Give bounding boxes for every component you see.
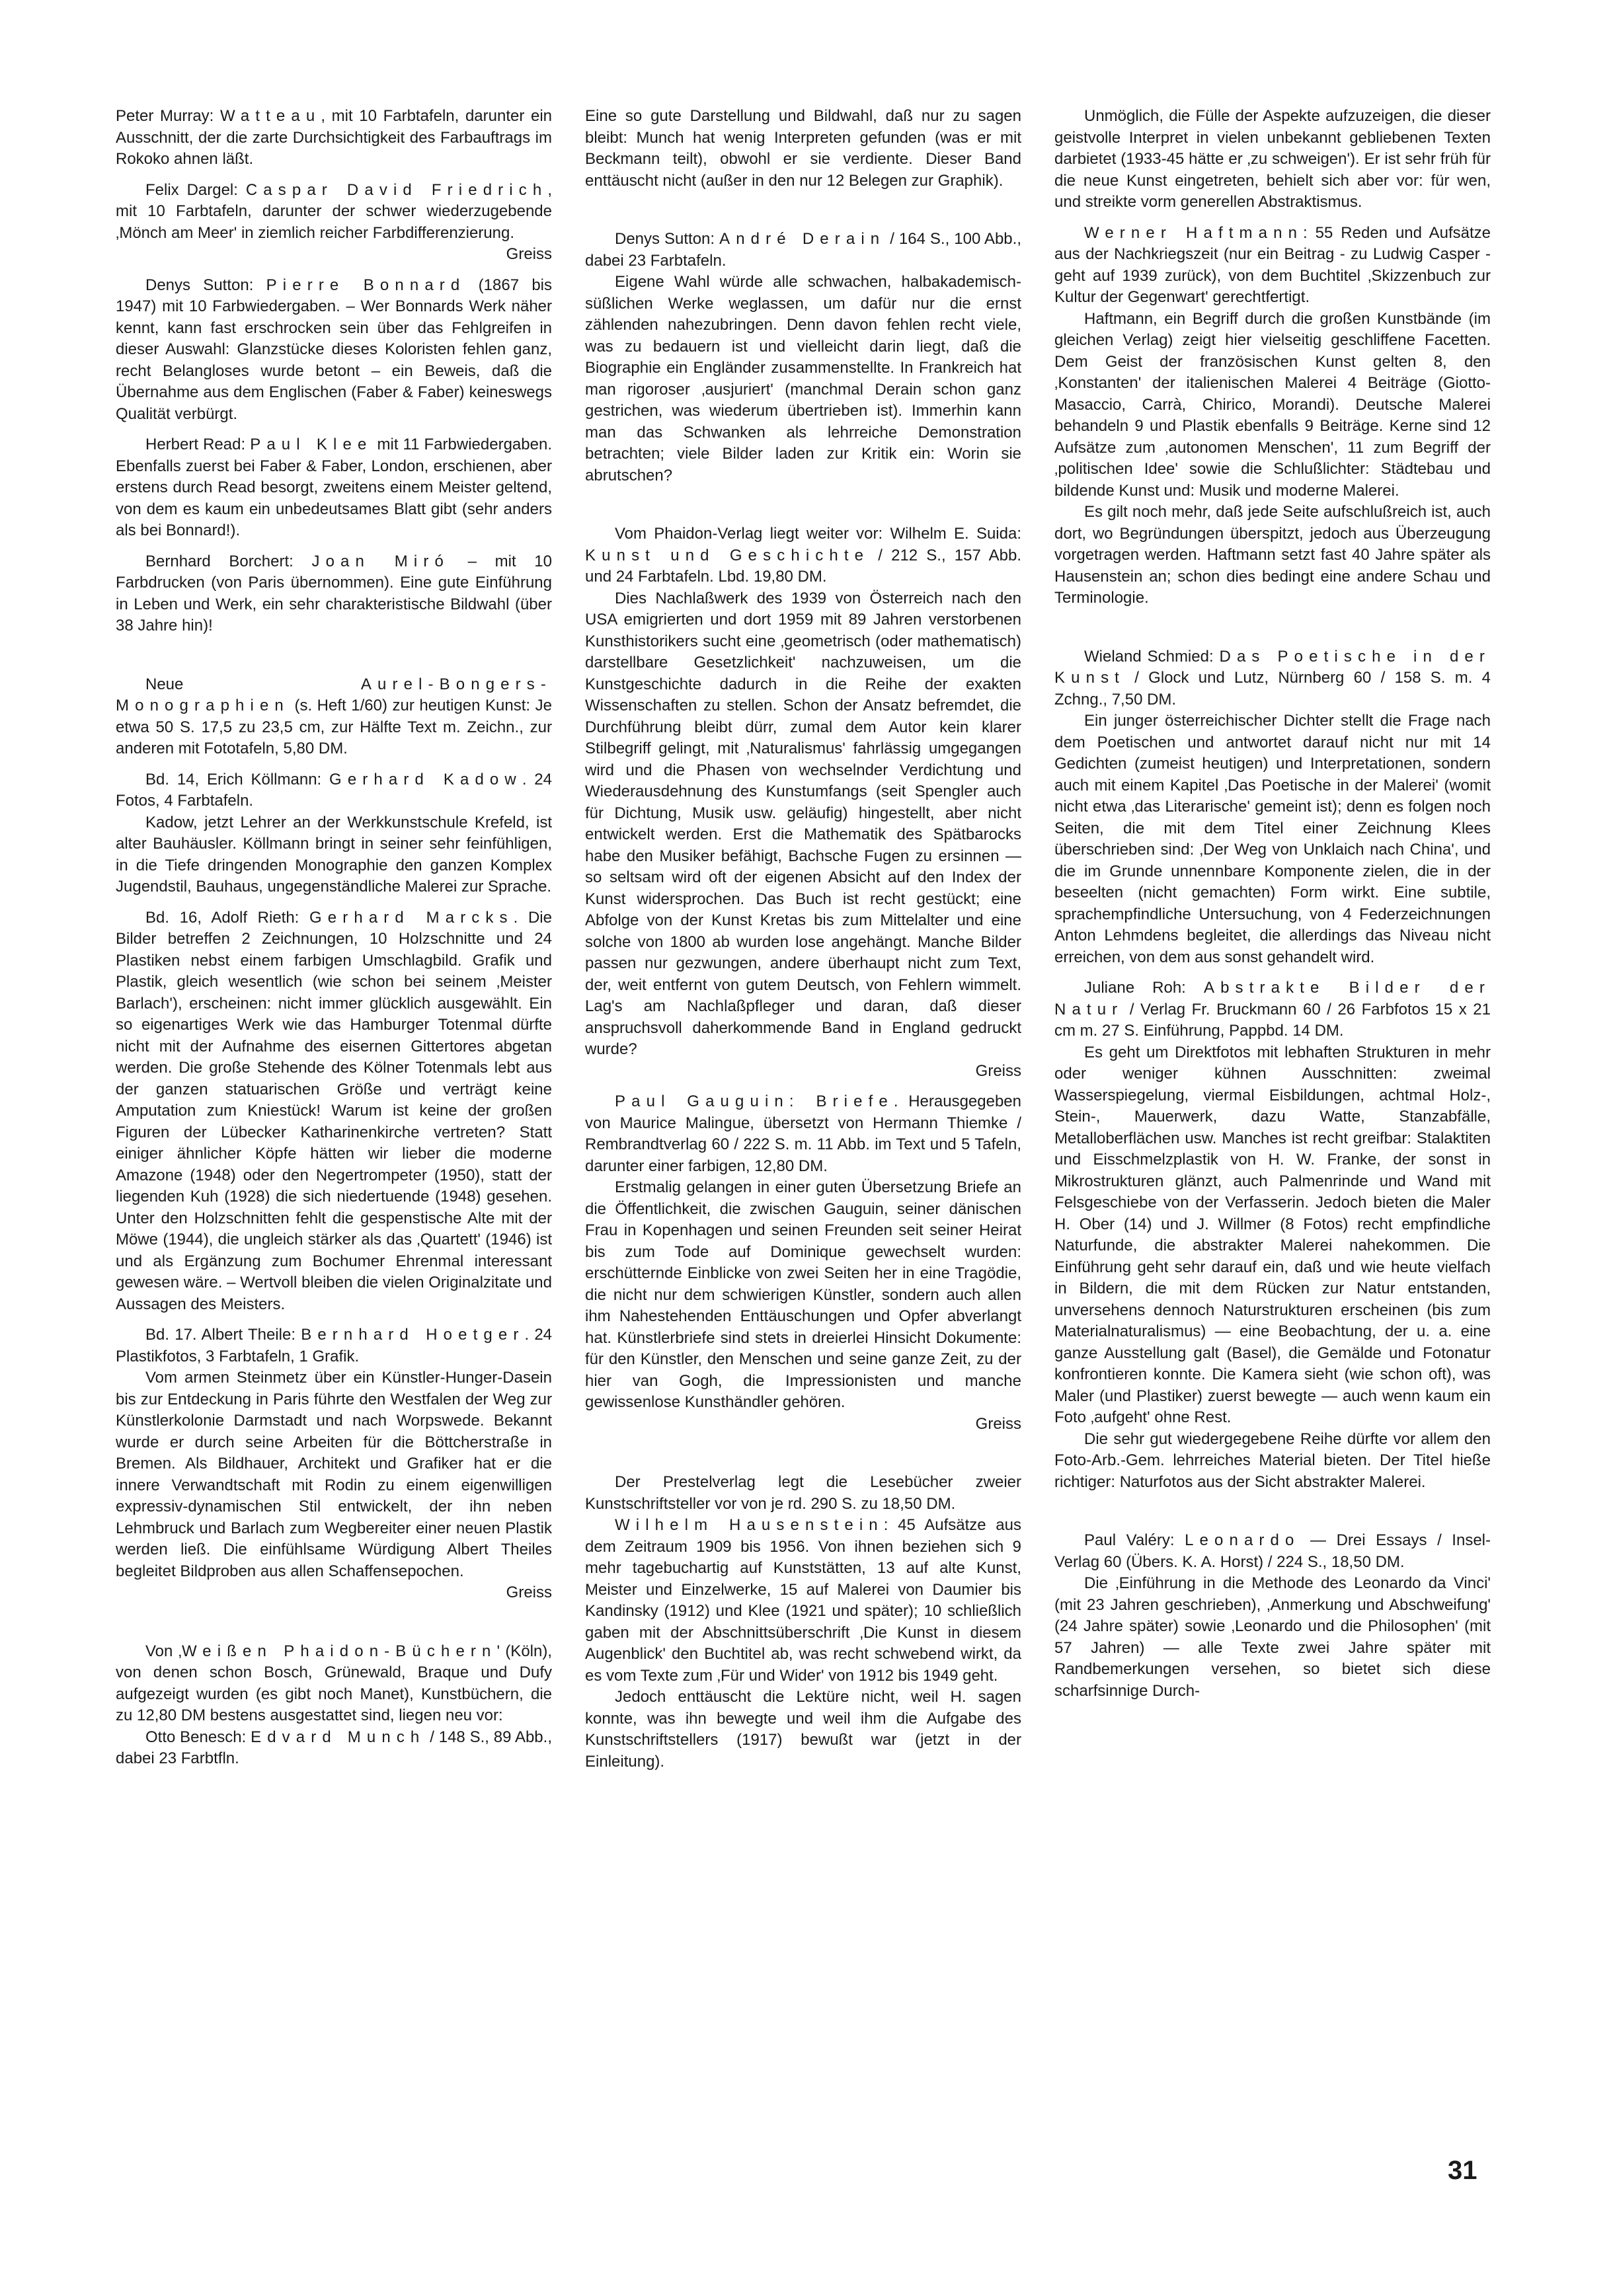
review-paragraph (585, 1091, 1021, 1177)
paragraph-text: Unmöglich, die Fülle der Aspekte aufzuzeigen, die dieser geistvolle Interpret in vielen unbekannt gebliebenen Texten darbietet (1933-45 hätte er ‚zu schweigen'). Er ist sehr früh für die neue Kunst eingetreten, behielt sich aber vor: für wen, und streikte vorm generellen Abstraktismus. (1054, 107, 1491, 211)
review-paragraph (1054, 309, 1491, 502)
paragraph-text: Denys Sutton: (615, 230, 720, 248)
paragraph-text: , mit 10 Farbtafeln, darunter der schwer wiederzugebende ‚Mönch am Meer' in ziemlich reicher Farbdifferenzierung. (116, 180, 552, 242)
paragraph-text: / Glock und Lutz, Nürnberg 60 / 158 S. m. 4 Zchng., 7,50 DM. (1054, 669, 1491, 708)
review-paragraph (1054, 223, 1491, 309)
paragraph-text: Peter Murray: (116, 107, 220, 125)
paragraph-text: . 24 Fotos, 4 Farbtafeln. (116, 770, 552, 810)
page-number: 31 (1448, 2156, 1477, 2185)
text-column-left (116, 106, 552, 1770)
paragraph-text: Erstmalig gelangen in einer guten Übersetzung Briefe an die Öffentlichkeit, die zwischen Gauguin, seiner dänischen Frau in Kopenhagen und seinen Freunden seit seiner Heirat bis zum Tode auf Dominique gewechselt wurden: erschütternde Einblicke von zwei Seiten her in eine Tragödie, die nicht nur dem schwierigen Künstler, sondern auch allen ihm Nahestehenden Enttäuschungen und Opfer abverlangt hat. Künstlerbriefe sind stets in dreierlei Hinsicht Dokumente: für den Künstler, den Menschen und seine ganze Zeit, zu der hier van Gogh, die Impressionisten und manche gewissenlose Kunsthändler gehören. (585, 1178, 1021, 1411)
paragraph-text: Herbert Read: (145, 436, 251, 453)
review-paragraph (116, 674, 552, 760)
review-paragraph (116, 551, 552, 637)
review-paragraph (1054, 1573, 1491, 1702)
paragraph-text: . Herausgegeben von Maurice Malingue, übersetzt von Hermann Thiemke / Rembrandtverlag 60 / 222 S. m. 11 Abb. im Text und 5 Tafeln, darunter einer farbigen, 12,80 DM. (585, 1092, 1022, 1175)
reviewer-signature: Greiss (975, 1414, 1021, 1433)
review-paragraph (1054, 106, 1491, 213)
paragraph-text: / Verlag Fr. Bruckmann 60 / 26 Farbfotos 15 x 21 cm m. 27 S. Einführung, Pappbd. 14 DM. (1054, 1000, 1491, 1040)
review-paragraph (585, 1515, 1021, 1687)
review-paragraph (1054, 502, 1491, 609)
paragraph-text: Wieland Schmied: (1084, 647, 1220, 666)
paragraph-text: Ein junger österreichischer Dichter stellt die Frage nach dem Poetischen und antwortet darauf nicht nur mit 14 Gedichten (zumeist heutigen) und Interpretationen, sondern auch mit einem Kapitel ‚Das Poetische in der Malerei' (womit nicht etwa ‚das Literarische' gemeint ist); denn es folgen noch Seiten, die mit dem Titel einer Zeichnung Klees überschrieben sind: ‚Der Weg von Unklaich nach China', und die im Grunde unnennbare Komponente zielen, die in der beseelten (nicht gemachten) Form wirkt. Eine subtile, sprachempfindliche Untersuchung, von 4 Federzeichnungen Anton Lehmdens begleitet, die allerdings das Niveau nicht erreichen, von dem aus sonst gehandelt wird. (1054, 712, 1491, 966)
review-paragraph (116, 106, 552, 171)
paragraph-text: Es gilt noch mehr, daß jede Seite aufschlußreich ist, auch dort, wo Begründungen überspitzt, jedoch aus Überzeugung vorgetragen werden. Haftmann setzt fast 40 Jahre später als Hausenstein an; schon dies bedingt eine andere Schau und Terminologie. (1054, 503, 1491, 607)
paragraph-text: Von ‚ (145, 1642, 182, 1660)
spaced-title: Aurel-Bongers-Monographien (116, 675, 552, 714)
paragraph-text: / 212 S., 157 Abb. und 24 Farbtafeln. Lbd. 19,80 DM. (585, 546, 1021, 586)
review-paragraph (585, 1177, 1021, 1414)
paragraph-text: Bd. 16, Adolf Rieth: (145, 908, 309, 927)
paragraph-text: — Drei Essays / Insel-Verlag 60 (Übers. K. A. Horst) / 224 S., 18,50 DM. (1054, 1531, 1491, 1571)
review-paragraph (116, 180, 552, 245)
paragraph-text: Vom armen Steinmetz über ein Künstler-Hunger-Dasein bis zur Entdeckung in Paris führte den Westfalen der Weg zur Künstlerkolonie Darmstadt und nach Worpswede. Bekannt wurde er durch seine Arbeiten für die Böttcherstraße in Bremen. Als Bildhauer, Architekt und Grafiker hat er die innere Verwandtschaft mit Rodin zu einem eigenwilligen expressiv-dynamischen Stil entwickelt, der ihn neben Lehmbruck und Barlach zum Wegbereiter einer neuen Plastik werden ließ. Die einfühlsame Würdigung Albert Theiles begleitet Bildproben aus allen Schaffensepochen. (116, 1369, 552, 1580)
paragraph-text: Bd. 14, Erich Köllmann: (145, 770, 330, 788)
paragraph-text: (s. Heft 1/60) zur heutigen Kunst: Je etwa 50 S. 17,5 zu 23,5 cm, zur Hälfte Text m. Zeichn., zur anderen mit Fototafeln, 5,80 DM. (116, 697, 552, 757)
spaced-title: Werner Haftmann (1084, 223, 1304, 242)
paragraph-text: Juliane Roh: (1084, 979, 1204, 997)
spaced-title: Bernhard Hoetger (301, 1326, 525, 1344)
paragraph-text: . Die Bilder betreffen 2 Zeichnungen, 10 Holzschnitte und 24 Plastiken nebst einem farbigen Umschlagbild. Grafik und Plastik, gleich wesentlich (wie schon bei seinem ‚Meister Barlach'), erscheinen: nicht immer glücklich ausgewählt. Ein so eigenartiges Werk wie das Hamburger Totenmal dürfte nicht mit der Aufnahme des eisernen Gittertores abgetan werden. Die große Stehende des Kölner Totenmals lebt aus der ganzen statuarischen Größe und verträgt keine Amputation zum Kniestück! Warum ist keine der großen Figuren der Lübecker Katharinenkirche vertreten? Statt einiger ähnlicher Köpfe hätten wir lieber die moderne Amazone (1948) oder den Negertrompeter (1950), statt der liegenden Kuh (1928) die sich niedertuende (1948) gesehen. Unter den Holzschnitten fehlt die gespenstische Alte mit der Möwe (1944), die ungleich stärker als das ‚Quartett' (1946) ist und als Ergänzung zum Bochumer Ehrenmal interessant gewesen wäre. – Wertvoll bleiben die vielen Originalzitate und Aussagen des Meisters. (116, 908, 552, 1313)
review-paragraph (585, 106, 1021, 192)
paragraph-text: Bernhard Borchert: (145, 552, 312, 570)
review-paragraph (116, 812, 552, 898)
reviewer-signature: Greiss (975, 1061, 1021, 1080)
spaced-title: Paul Klee (250, 436, 373, 453)
paragraph-text: Vom Phaidon-Verlag liegt weiter vor: Wilhelm E. Suida: (615, 525, 1021, 543)
review-paragraph (116, 769, 552, 812)
review-paragraph (1054, 710, 1491, 968)
text-column-middle (585, 106, 1021, 1773)
paragraph-text: : 55 Reden und Aufsätze aus der Nachkriegszeit (nur ein Beitrag - zu Ludwig Casper - geht auf 1939 zurück), von dem Buchtitel ‚Skizzenbuch zur Kultur der Gegenwart' gerechtfertigt. (1054, 223, 1491, 306)
paragraph-text: Neue (145, 675, 361, 693)
review-paragraph (585, 523, 1021, 588)
review-paragraph (1054, 1042, 1491, 1429)
spaced-title: Paul Gauguin: Briefe (615, 1092, 894, 1110)
review-paragraph (116, 1367, 552, 1582)
paragraph-text: Der Prestelverlag legt die Lesebücher zweier Kunstschriftsteller vor von je rd. 290 S. zu 18,50 DM. (585, 1473, 1021, 1513)
review-paragraph (116, 1324, 552, 1367)
review-paragraph (585, 229, 1021, 272)
review-paragraph (585, 272, 1021, 486)
spaced-title: Joan Miró (311, 552, 450, 570)
paragraph-text: Felix Dargel: (145, 180, 246, 199)
review-paragraph (116, 907, 552, 1316)
review-paragraph (1054, 646, 1491, 711)
reviewer-signature: Greiss (506, 245, 552, 263)
spaced-title: Gerhard Marcks (309, 908, 514, 927)
spaced-title: Weißen Phaidon-Büchern (181, 1642, 497, 1660)
review-paragraph (585, 588, 1021, 1061)
spaced-title: Wilhelm Hausenstein (615, 1516, 884, 1534)
paragraph-text: Otto Benesch: (145, 1728, 251, 1746)
spaced-title: Watteau (219, 107, 321, 125)
review-paragraph (116, 275, 552, 426)
review-paragraph (585, 1472, 1021, 1515)
review-paragraph (1054, 977, 1491, 1042)
review-paragraph (585, 1687, 1021, 1773)
paragraph-text: / 164 S., 100 Abb., dabei 23 Farbtafeln. (585, 230, 1021, 270)
paragraph-text: Die ‚Einführung in die Methode des Leonardo da Vinci' (mit 23 Jahren geschrieben), ‚Anmerkung und Abschweifung' (24 Jahre später) sowie ‚Leonardo und die Philosophen' (mit 57 Jahren) — alle Texte zwei Jahre später mit Randbemerkungen versehen, so bietet sich diese scharfsinnige Durch- (1054, 1574, 1491, 1700)
spaced-title: Kunst und Geschichte (585, 546, 870, 564)
paragraph-text: mit 11 Farbwiedergaben. Ebenfalls zuerst bei Faber & Faber, London, erschienen, aber erstens durch Read besorgt, zweitens einem Meister geltend, von dem es kaum ein unbedeutsames Blatt gibt (sehr anders als bei Bonnard!). (116, 436, 552, 539)
paragraph-text: ' (Köln), von denen schon Bosch, Grünewald, Braque und Dufy aufgezeigt wurden (es gibt noch Manet), Kunstbüchern, die zu 12,80 DM bestens ausgestattet sind, liegen neu vor: (116, 1642, 552, 1724)
review-paragraph (1054, 1530, 1491, 1573)
review-paragraph (116, 1641, 552, 1727)
spaced-title: Caspar David Friedrich (245, 180, 548, 199)
review-paragraph (116, 1727, 552, 1770)
spaced-title: Gerhard Kadow (329, 770, 522, 788)
reviewer-signature: Greiss (506, 1584, 552, 1601)
spaced-title: Leonardo (1185, 1531, 1300, 1549)
paragraph-text: Es geht um Direktfotos mit lebhaften Strukturen in mehr oder weniger kühnen Ausschnitten: zweimal Wasserspiegelung, viermal Eisbildungen, achtmal Holz-, Stein-, Mauerwerk, dazu Watte, Stanzabfälle, Metalloberflächen usw. Manches ist recht greifbar: Stalaktiten und Eisschmelzplastik von H. W. Franke, der sonst in Mikrostrukturen glänzt, auch Palmenrinde und Wand mit Felsgeschiebe von der Verfasserin. Jedoch bieten die Maler H. Ober (14) und J. Willmer (8 Fotos) recht empfindliche Naturfunde, die abstrakter Malerei nahekommen. Die Einführung geht sehr darauf ein, daß und wie heute vielfach in Bildern, die mit dem Rücken zur Natur entstanden, unversehens dennoch Naturstrukturen erscheinen (bis zum Materialnaturalismus) — eine Beobachtung, der u. a. eine ganze Ausstellung galt (Basel), die Gemälde und Fotonatur konfrontieren konnte. Die Kamera sieht (wie schon oft), was Maler (und Plastiker) zuerst bewegte — auch wenn kaum ein Foto ‚aufgeht' ohne Rest. (1054, 1043, 1491, 1426)
paragraph-text: Kadow, jetzt Lehrer an der Werkkunstschule Krefeld, ist alter Bauhäusler. Köllmann bringt in seiner sehr feinfühligen, in die Tiefe dringenden Monographie den ganzen Komplex Jugendstil, Bauhaus, ungegenständliche Malerei zur Sprache. (116, 813, 552, 896)
paragraph-text: / 148 S., 89 Abb., dabei 23 Farbtfln. (116, 1728, 552, 1767)
paragraph-text: Denys Sutton: (145, 276, 266, 294)
paragraph-text: – mit 10 Farbdrucken (von Paris übernommen). Eine gute Einführung in Leben und Werk, ein sehr charakteristische Bildwahl (über 38 Jahre hin)! (116, 552, 552, 634)
paragraph-text: Jedoch enttäuscht die Lektüre nicht, weil H. sagen konnte, was ihn bewegte und weil ihm die Aufgabe des Kunstschriftstellers (1917) bewußt war (jetzt in der Einleitung). (585, 1688, 1021, 1771)
spaced-title: Das Poetische in der Kunst (1054, 647, 1491, 687)
paragraph-text: Eine so gute Darstellung und Bildwahl, daß nur zu sagen bleibt: Munch hat wenig Interpreten gefunden (was er mit Beckmann teilt), obwohl er sie verdiente. Dieser Band enttäuscht nicht (außer in den nur 12 Belegen zur Graphik). (585, 107, 1021, 190)
paragraph-text: Die sehr gut wiedergegebene Reihe dürfte vor allem den Foto-Arb.-Gem. lehrreiches Material bieten. Der Titel hieße richtiger: Naturfotos aus der Sicht abstrakter Malerei. (1054, 1430, 1491, 1491)
paragraph-text: . 24 Plastikfotos, 3 Farbtafeln, 1 Grafik. (116, 1326, 553, 1365)
review-paragraph (1054, 1429, 1491, 1494)
paragraph-text: , mit 10 Farbtafeln, darunter ein Ausschnitt, der die zarte Durchsichtigkeit des Farbauftrags im Rokoko ahnen läßt. (116, 107, 553, 168)
paragraph-text: Dies Nachlaßwerk des 1939 von Österreich nach den USA emigrierten und dort 1959 mit 89 Jahren verstorbenen Kunsthistorikers sucht eine ‚geometrisch (oder mathematisch) darstellbare Gesetzlichkeit' nachzuweisen, um die Kunstgeschichte dadurch in die Reihe der exakten Wissenschaften zu stellen. Schon der Ansatz befremdet, die Durchführung bleibt dürr, zumal dem Autor kein klarer Stilbegriff gelingt, mit ‚Naturalismus' fahrlässig umgegangen wird und die Phasen von wechselnder Verdichtung und Wiederausdehnung des Kunstumfangs (seit Spengler auch für Dichtung, Musik usw. geläufig) hingestellt, aber nicht entwickelt werden. Erst die Mathematik des Spätbarocks habe den Musiker befähigt, Bachsche Fugen zu ersinnen — so seltsam wird oft der eigenen Absicht auf den Index der Kunst widersprochen. Das Buch ist recht gestückt; eine Abfolge von der Kunst Kretas bis zum Mittelalter und eine solche von 1800 ab wurden lose angehängt. Manche Bilder passen nur gezwungen, andere überhaupt nicht zum Text, der, weit entfernt von gutem Deutsch, von Fehlern wimmelt. Lag's am Nachlaßpfleger und daran, daß dieser anspruchsvoll daherkommende Band in England gedruckt wurde? (585, 589, 1021, 1058)
paragraph-text: Bd. 17. Albert Theile: (145, 1326, 301, 1344)
spaced-title: André Derain (719, 230, 886, 248)
spaced-title: Pierre Bonnard (266, 276, 466, 294)
paragraph-text: Eigene Wahl würde alle schwachen, halbakademisch-süßlichen Werke weglassen, um dafür nur die ernst zählenden nahezubringen. Denn davon fehlen recht viele, was zu bedauern ist und vielleicht darin liegt, daß die Biographie ein Engländer zusammenstellte. In Frankreich hat man rigoroser ‚ausjuriert' (manchmal Derain schon ganz gestrichen, was wiederum übertrieben ist). Immerhin kann man das Schwanken als lehrreiche Demonstration betrachten; viele Bilder laden zur Kritik ein: Worin sie abrutschen? (585, 273, 1021, 484)
paragraph-text: (1867 bis 1947) mit 10 Farbwiedergaben. – Wer Bonnards Werk näher kennt, kann fast erschrocken sein über das Fehlgreifen in dieser Auswahl: Glanzstücke dieses Koloristen fehlen ganz, recht Belangloses wurde betont – ein Beweis, daß die Übernahme aus dem Englischen (Faber & Faber) keineswegs Qualität verbürgt. (116, 276, 552, 423)
paragraph-text: Paul Valéry: (1084, 1531, 1185, 1549)
spaced-title: Abstrakte Bilder der Natur (1054, 979, 1491, 1018)
spaced-title: Edvard Munch (251, 1728, 426, 1746)
text-column-right (1054, 106, 1491, 1702)
paragraph-text: : 45 Aufsätze aus dem Zeitraum 1909 bis 1956. Von ihnen beziehen sich 9 mehr tagebuchartig auf Kunststätten, 13 auf alte Kunst, Meister und Einzelwerke, 15 auf Malerei von Daumier bis Kandinsky (1912) und Klee (1921 und später); 10 schließlich gaben mit der Abschnittsüberschrift ‚Die Kunst in diesem Augenblick' den Buchtitel ab, was recht schwebend wirkt, da es vom Texte zum ‚Für und Wider' von 1912 bis 1949 geht. (585, 1516, 1022, 1685)
review-paragraph (116, 434, 552, 542)
paragraph-text: Haftmann, ein Begriff durch die großen Kunstbände (im gleichen Verlag) zeigt hier vielseitig geschliffene Facetten. Dem Geist der französischen Kunst gelten 8, den ‚Konstanten' der italienischen Malerei 4 Beiträge (Giotto-Masaccio, Carrà, Chirico, Morandi). Deutsche Malerei behandeln 9 und Plastik ebenfalls 9 Beiträge. Kerne sind 12 Aufsätze zum ‚autonomen Menschen', 11 zum Begriff der ‚politischen Idee' sowie die Schlußlichter: Städtebau und bildende Kunst und: Musik und moderne Malerei. (1054, 309, 1491, 500)
